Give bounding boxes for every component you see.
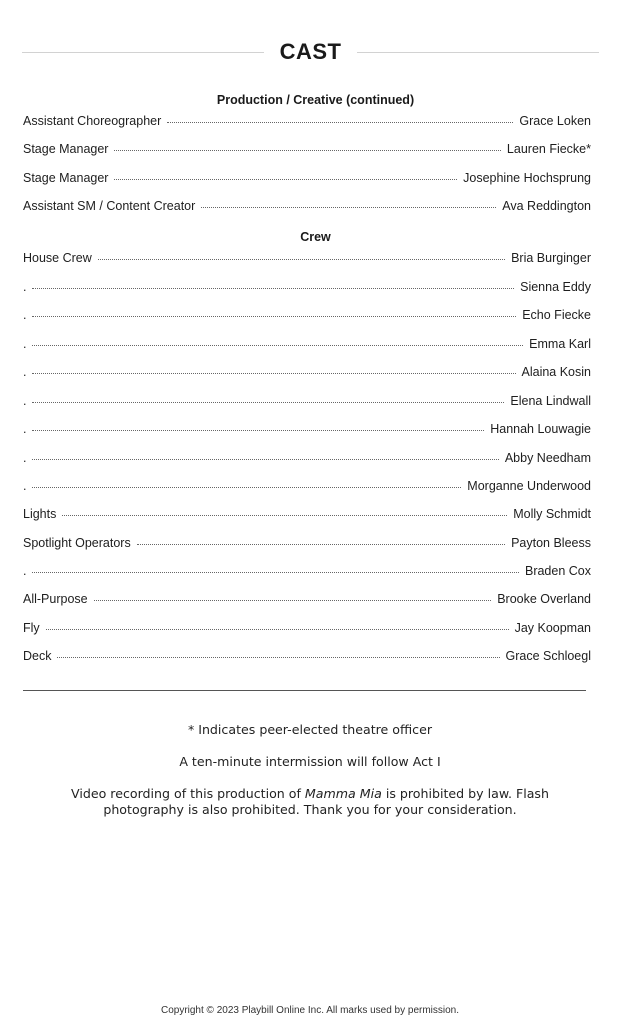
dot-leader [201,207,496,208]
entry-role: . [23,365,27,379]
entry-role: . [23,451,27,465]
entry-name: Echo Fiecke [522,308,591,322]
entry-role: Deck [23,649,52,663]
entry-role: Assistant Choreographer [23,114,162,128]
entry-role: House Crew [23,251,92,265]
recording-text-start: Video recording of this production of [71,786,305,801]
entry-role: . [23,479,27,493]
entry-name: Lauren Fiecke* [506,142,591,156]
crew-entry [23,363,591,381]
dot-leader [32,288,514,289]
show-title: Mamma Mia [304,786,382,801]
entry-role: . [23,422,27,436]
dot-leader [32,345,523,346]
dot-leader [57,657,499,658]
entry-name: Emma Karl [529,337,591,351]
crew-heading: Crew [300,230,331,244]
entry-role: Stage Manager [23,142,109,156]
entry-name: Molly Schmidt [513,507,591,521]
crew-entry [23,249,591,267]
recording-text-line2: photography is also prohibited. Thank you for your consideration. [103,802,517,817]
entry-name: Elena Lindwall [510,394,591,408]
officer-note: * Indicates peer-elected theatre officer [187,722,433,737]
crew-entry [23,590,591,608]
entry-name: Ava Reddington [502,199,591,213]
title-rule-left [22,52,264,53]
title-rule-right [357,52,599,53]
dot-leader [32,487,461,488]
dot-leader [114,150,500,151]
entry-role: Stage Manager [23,171,109,185]
entry-name: Jay Koopman [514,621,591,635]
intermission-note: A ten-minute intermission will follow Act I [179,754,441,769]
entry-name: Grace Schloegl [505,649,591,663]
dot-leader [94,600,492,601]
entry-role: Fly [23,621,40,635]
page-title: CAST [279,39,342,64]
entry-name: Bria Burginger [511,251,591,265]
dot-leader [167,122,513,123]
entry-name: Hannah Louwagie [490,422,591,436]
dot-leader [46,629,509,630]
dot-leader [32,572,519,573]
entry-name: Sienna Eddy [520,280,591,294]
entry-name: Brooke Overland [497,592,591,606]
entry-role: Lights [23,507,57,521]
dot-leader [32,402,504,403]
dot-leader [62,515,507,516]
entry-name: Abby Needham [504,451,591,465]
entry-role: . [23,280,27,294]
crew-entry [23,449,591,467]
crew-entry [23,505,591,523]
crew-entry [23,534,591,552]
recording-text-end: is prohibited by law. Flash [381,786,549,801]
dot-leader [32,430,484,431]
production-entry [23,169,591,187]
entry-role: . [23,564,27,578]
entry-role: Assistant SM / Content Creator [23,199,196,213]
dot-leader [137,544,505,545]
crew-entry [23,647,591,665]
entry-role: . [23,308,27,322]
entry-name: Josephine Hochsprung [463,171,591,185]
production-entry [23,140,591,158]
production-entry [23,112,591,130]
production-heading: Production / Creative (continued) [216,93,415,107]
entry-name: Morganne Underwood [467,479,591,493]
crew-entry [23,477,591,495]
page-title-row [22,38,599,66]
crew-entry [23,335,591,353]
entry-role: . [23,337,27,351]
entry-name: Braden Cox [524,564,591,578]
crew-entry [23,278,591,296]
entry-role: . [23,394,27,408]
entry-role: All-Purpose [23,592,88,606]
crew-entry [23,420,591,438]
crew-entry [23,619,591,637]
crew-entry [23,306,591,324]
production-entry [23,197,591,215]
crew-entry [23,392,591,410]
entry-name: Alaina Kosin [521,365,591,379]
recording-note [0,786,620,818]
copyright-notice: Copyright © 2023 Playbill Online Inc. All marks used by permission. [160,1005,460,1016]
dot-leader [98,259,505,260]
entry-name: Grace Loken [519,114,591,128]
dot-leader [32,373,515,374]
dot-leader [114,179,457,180]
dot-leader [32,316,516,317]
dot-leader [32,459,498,460]
crew-entry [23,562,591,580]
section-divider [23,690,586,691]
entry-name: Payton Bleess [511,536,591,550]
entry-role: Spotlight Operators [23,536,131,550]
